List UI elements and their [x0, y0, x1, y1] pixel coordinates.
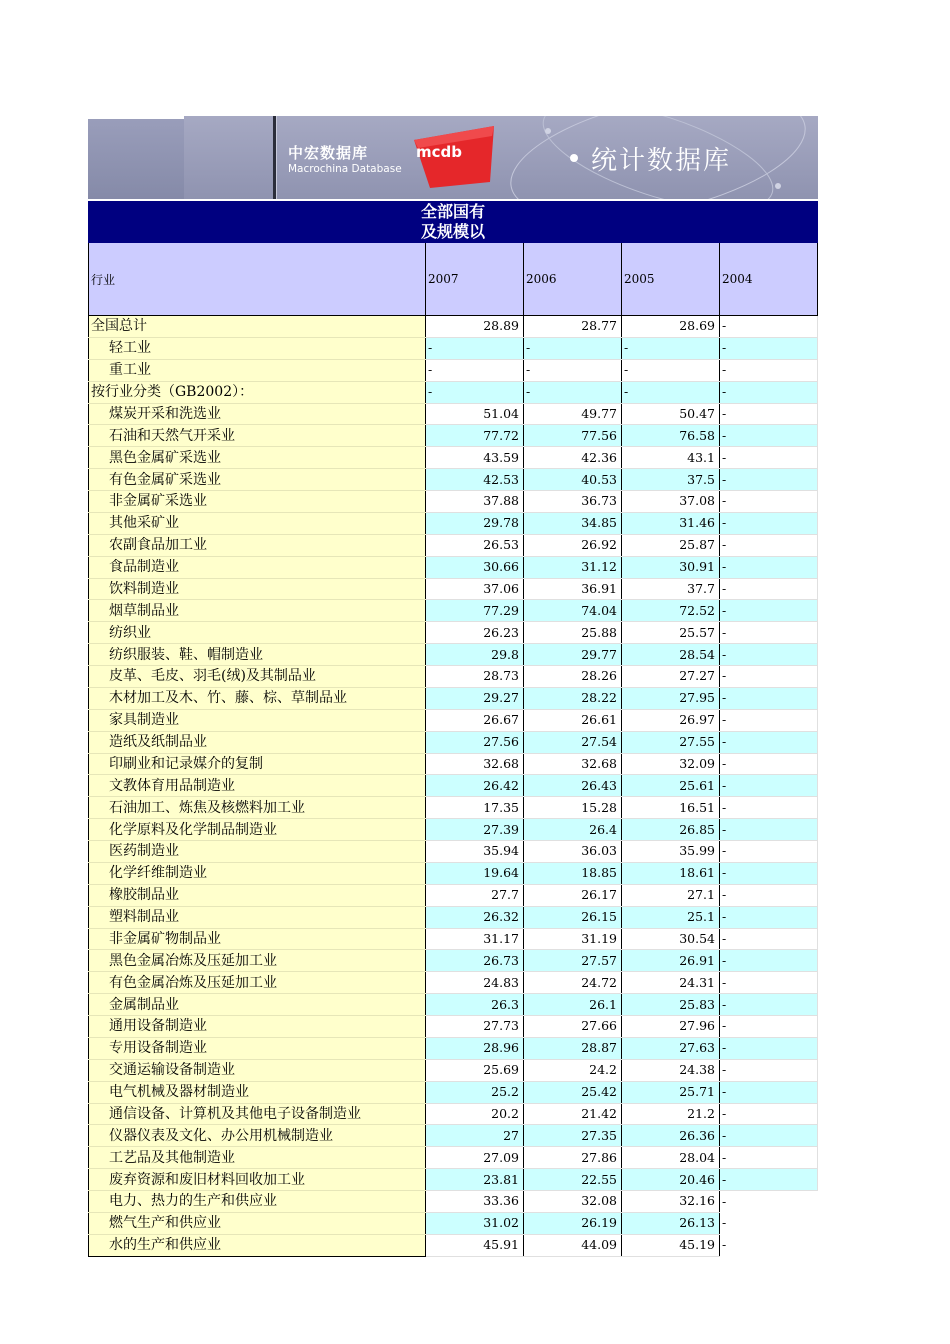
industry-name: 非金属矿物制品业: [89, 928, 426, 950]
table-row: [89, 884, 818, 906]
industry-name: 家具制造业: [89, 709, 426, 731]
industry-name: 煤炭开采和洗选业: [89, 403, 426, 425]
table-row: [89, 1234, 818, 1256]
value-2006: 49.77: [524, 403, 622, 425]
industry-name: 化学原料及化学制品制造业: [89, 819, 426, 841]
value-2005: 26.91: [622, 950, 720, 972]
banner-notch: [88, 116, 184, 119]
value-2004: -: [720, 994, 818, 1016]
value-2005: 25.83: [622, 994, 720, 1016]
value-2004: -: [720, 622, 818, 644]
value-2006: 74.04: [524, 600, 622, 622]
value-2004: -: [720, 1234, 818, 1256]
table-row: [89, 731, 818, 753]
value-2007: 27.56: [426, 731, 524, 753]
table-row: [89, 775, 818, 797]
table-title: [88, 201, 818, 243]
value-2006: 27.57: [524, 950, 622, 972]
value-2005: 45.19: [622, 1234, 720, 1256]
table-title-line2: 及规模以: [420, 222, 485, 241]
value-2004: -: [720, 469, 818, 491]
value-2005: 26.13: [622, 1212, 720, 1234]
value-2004: -: [720, 884, 818, 906]
value-2005: 27.27: [622, 666, 720, 688]
value-2005: -: [622, 381, 720, 403]
industry-name: 通用设备制造业: [89, 1016, 426, 1038]
value-2004: -: [720, 928, 818, 950]
value-2004: -: [720, 1147, 818, 1169]
table-row: [89, 1191, 818, 1213]
value-2004: -: [720, 819, 818, 841]
value-2004: -: [720, 578, 818, 600]
table-row: [89, 512, 818, 534]
value-2005: 24.38: [622, 1059, 720, 1081]
industry-name: 食品制造业: [89, 556, 426, 578]
value-2007: 25.2: [426, 1081, 524, 1103]
value-2006: 15.28: [524, 797, 622, 819]
value-2004: -: [720, 709, 818, 731]
value-2005: 32.16: [622, 1191, 720, 1213]
logo-text: mcdb: [416, 143, 462, 161]
brand-name-en: Macrochina Database: [288, 163, 402, 175]
table-row: [89, 1212, 818, 1234]
value-2007: 26.23: [426, 622, 524, 644]
value-2005: 25.57: [622, 622, 720, 644]
bullet-dot-icon: [570, 154, 578, 162]
value-2007: 77.29: [426, 600, 524, 622]
table-row: [89, 403, 818, 425]
table-row: [89, 600, 818, 622]
industry-name: 废弃资源和废旧材料回收加工业: [89, 1169, 426, 1191]
value-2006: 26.61: [524, 709, 622, 731]
value-2007: 27.73: [426, 1016, 524, 1038]
value-2007: 27: [426, 1125, 524, 1147]
table-row: [89, 1059, 818, 1081]
value-2007: 77.72: [426, 425, 524, 447]
industry-name: 其他采矿业: [89, 512, 426, 534]
value-2005: 28.54: [622, 644, 720, 666]
value-2006: 27.35: [524, 1125, 622, 1147]
value-2006: 18.85: [524, 862, 622, 884]
value-2005: -: [622, 337, 720, 359]
value-2004: -: [720, 950, 818, 972]
table-row: [89, 709, 818, 731]
value-2006: 28.26: [524, 666, 622, 688]
value-2004: -: [720, 797, 818, 819]
value-2007: 28.73: [426, 666, 524, 688]
table-row: [89, 1081, 818, 1103]
value-2004: -: [720, 862, 818, 884]
value-2007: 27.09: [426, 1147, 524, 1169]
value-2006: 24.2: [524, 1059, 622, 1081]
value-2006: 44.09: [524, 1234, 622, 1256]
value-2006: 40.53: [524, 469, 622, 491]
value-2006: 26.15: [524, 906, 622, 928]
value-2007: 31.17: [426, 928, 524, 950]
value-2007: 27.7: [426, 884, 524, 906]
table-row: [89, 447, 818, 469]
industry-name: 饮料制造业: [89, 578, 426, 600]
data-table: [88, 243, 818, 1257]
header-2006: 2006: [524, 243, 622, 316]
value-2004: -: [720, 841, 818, 863]
value-2007: 26.3: [426, 994, 524, 1016]
value-2005: 18.61: [622, 862, 720, 884]
value-2007: 37.88: [426, 491, 524, 513]
value-2006: 26.43: [524, 775, 622, 797]
value-2006: 36.91: [524, 578, 622, 600]
value-2004: -: [720, 337, 818, 359]
value-2005: 25.87: [622, 534, 720, 556]
value-2005: 43.1: [622, 447, 720, 469]
value-2004: -: [720, 1103, 818, 1125]
value-2006: 26.19: [524, 1212, 622, 1234]
table-row: [89, 753, 818, 775]
value-2007: 29.78: [426, 512, 524, 534]
table-row: [89, 1037, 818, 1059]
industry-name: 燃气生产和供应业: [89, 1212, 426, 1234]
value-2006: 42.36: [524, 447, 622, 469]
value-2007: 23.81: [426, 1169, 524, 1191]
value-2007: 51.04: [426, 403, 524, 425]
industry-name: 工艺品及其他制造业: [89, 1147, 426, 1169]
value-2005: 37.08: [622, 491, 720, 513]
value-2006: 26.4: [524, 819, 622, 841]
value-2005: 25.61: [622, 775, 720, 797]
industry-name: 造纸及纸制品业: [89, 731, 426, 753]
value-2005: 31.46: [622, 512, 720, 534]
value-2007: 45.91: [426, 1234, 524, 1256]
value-2005: 26.36: [622, 1125, 720, 1147]
value-2004: -: [720, 556, 818, 578]
value-2006: 21.42: [524, 1103, 622, 1125]
industry-name: 电力、热力的生产和供应业: [89, 1191, 426, 1213]
table-row: [89, 425, 818, 447]
table-row: [89, 337, 818, 359]
industry-name: 仪器仪表及文化、办公用机械制造业: [89, 1125, 426, 1147]
industry-name: 黑色金属冶炼及压延加工业: [89, 950, 426, 972]
industry-name: 有色金属矿采选业: [89, 469, 426, 491]
value-2006: 31.19: [524, 928, 622, 950]
table-row: [89, 578, 818, 600]
value-2006: 25.88: [524, 622, 622, 644]
value-2005: 27.96: [622, 1016, 720, 1038]
value-2006: 28.77: [524, 316, 622, 338]
banner-left-block: [88, 116, 184, 199]
table-row: [89, 797, 818, 819]
header-2007: 2007: [426, 243, 524, 316]
value-2005: 35.99: [622, 841, 720, 863]
value-2004: -: [720, 1037, 818, 1059]
value-2005: 72.52: [622, 600, 720, 622]
value-2004: -: [720, 1169, 818, 1191]
industry-name: 纺织业: [89, 622, 426, 644]
value-2004: -: [720, 359, 818, 381]
value-2007: 28.96: [426, 1037, 524, 1059]
industry-name: 全国总计: [89, 316, 426, 338]
value-2007: 28.89: [426, 316, 524, 338]
value-2005: 28.04: [622, 1147, 720, 1169]
value-2004: -: [720, 316, 818, 338]
value-2004: -: [720, 1191, 818, 1213]
value-2004: -: [720, 1212, 818, 1234]
value-2004: -: [720, 381, 818, 403]
value-2005: 25.71: [622, 1081, 720, 1103]
value-2006: 26.1: [524, 994, 622, 1016]
value-2007: 29.27: [426, 687, 524, 709]
industry-name: 按行业分类（GB2002）：: [89, 381, 426, 403]
header-2004: 2004: [720, 243, 818, 316]
value-2004: -: [720, 512, 818, 534]
value-2004: -: [720, 972, 818, 994]
value-2006: 28.22: [524, 687, 622, 709]
table-row: [89, 381, 818, 403]
industry-name: 交通运输设备制造业: [89, 1059, 426, 1081]
value-2004: -: [720, 534, 818, 556]
database-title: 统计数据库: [591, 146, 732, 176]
banner-divider-highlight: [276, 116, 277, 199]
value-2006: 26.17: [524, 884, 622, 906]
value-2004: -: [720, 425, 818, 447]
value-2006: 32.68: [524, 753, 622, 775]
value-2004: -: [720, 666, 818, 688]
value-2007: -: [426, 359, 524, 381]
value-2007: 27.39: [426, 819, 524, 841]
value-2004: -: [720, 1016, 818, 1038]
table-row: [89, 950, 818, 972]
table-title-line1: 全部国有: [420, 202, 485, 221]
table-row: [89, 994, 818, 1016]
value-2004: -: [720, 1059, 818, 1081]
value-2007: 26.32: [426, 906, 524, 928]
value-2007: 32.68: [426, 753, 524, 775]
value-2004: -: [720, 403, 818, 425]
value-2007: -: [426, 381, 524, 403]
value-2007: 25.69: [426, 1059, 524, 1081]
value-2007: 42.53: [426, 469, 524, 491]
value-2004: -: [720, 906, 818, 928]
value-2005: 25.1: [622, 906, 720, 928]
value-2005: 24.31: [622, 972, 720, 994]
value-2006: 29.77: [524, 644, 622, 666]
industry-name: 医药制造业: [89, 841, 426, 863]
value-2005: 27.55: [622, 731, 720, 753]
value-2004: -: [720, 491, 818, 513]
value-2007: 26.73: [426, 950, 524, 972]
value-2006: 24.72: [524, 972, 622, 994]
value-2005: 20.46: [622, 1169, 720, 1191]
value-2004: -: [720, 753, 818, 775]
value-2006: -: [524, 337, 622, 359]
table-row: [89, 556, 818, 578]
industry-name: 化学纤维制造业: [89, 862, 426, 884]
value-2006: 36.73: [524, 491, 622, 513]
table-row: [89, 359, 818, 381]
table-row: [89, 491, 818, 513]
industry-name: 金属制品业: [89, 994, 426, 1016]
industry-name: 专用设备制造业: [89, 1037, 426, 1059]
value-2005: 37.5: [622, 469, 720, 491]
value-2004: -: [720, 731, 818, 753]
value-2005: 26.85: [622, 819, 720, 841]
value-2007: 31.02: [426, 1212, 524, 1234]
value-2006: 26.92: [524, 534, 622, 556]
industry-name: 橡胶制品业: [89, 884, 426, 906]
industry-name: 非金属矿采选业: [89, 491, 426, 513]
table-row: [89, 928, 818, 950]
table-row: [89, 622, 818, 644]
industry-name: 通信设备、计算机及其他电子设备制造业: [89, 1103, 426, 1125]
table-row: [89, 316, 818, 338]
value-2005: 32.09: [622, 753, 720, 775]
value-2004: -: [720, 1125, 818, 1147]
industry-name: 烟草制品业: [89, 600, 426, 622]
industry-name: 水的生产和供应业: [89, 1234, 426, 1256]
value-2005: 27.1: [622, 884, 720, 906]
value-2007: 17.35: [426, 797, 524, 819]
value-2005: -: [622, 359, 720, 381]
table-row: [89, 534, 818, 556]
value-2007: 24.83: [426, 972, 524, 994]
industry-name: 农副食品加工业: [89, 534, 426, 556]
header-row: [89, 243, 818, 316]
value-2007: 37.06: [426, 578, 524, 600]
value-2004: -: [720, 644, 818, 666]
value-2006: 27.66: [524, 1016, 622, 1038]
value-2007: 26.67: [426, 709, 524, 731]
value-2007: 30.66: [426, 556, 524, 578]
table-row: [89, 1169, 818, 1191]
industry-name: 电气机械及器材制造业: [89, 1081, 426, 1103]
table-row: [89, 906, 818, 928]
value-2006: 31.12: [524, 556, 622, 578]
value-2005: 30.54: [622, 928, 720, 950]
table-row: [89, 666, 818, 688]
industry-name: 石油和天然气开采业: [89, 425, 426, 447]
value-2005: 27.63: [622, 1037, 720, 1059]
value-2007: 33.36: [426, 1191, 524, 1213]
value-2005: 37.7: [622, 578, 720, 600]
table-row: [89, 469, 818, 491]
value-2007: 26.42: [426, 775, 524, 797]
value-2006: 32.08: [524, 1191, 622, 1213]
industry-name: 纺织服装、鞋、帽制造业: [89, 644, 426, 666]
value-2006: 77.56: [524, 425, 622, 447]
value-2005: 76.58: [622, 425, 720, 447]
banner: [88, 116, 818, 199]
brand-name-cn: 中宏数据库: [288, 144, 369, 162]
value-2005: 26.97: [622, 709, 720, 731]
value-2006: 27.86: [524, 1147, 622, 1169]
value-2004: -: [720, 775, 818, 797]
value-2004: -: [720, 600, 818, 622]
industry-name: 文教体育用品制造业: [89, 775, 426, 797]
value-2006: -: [524, 359, 622, 381]
value-2006: 22.55: [524, 1169, 622, 1191]
value-2007: 20.2: [426, 1103, 524, 1125]
table-row: [89, 1016, 818, 1038]
value-2007: 19.64: [426, 862, 524, 884]
table-row: [89, 972, 818, 994]
value-2004: -: [720, 447, 818, 469]
header-industry: 行业: [89, 243, 426, 316]
table-row: [89, 819, 818, 841]
industry-name: 轻工业: [89, 337, 426, 359]
table-row: [89, 644, 818, 666]
industry-name: 黑色金属矿采选业: [89, 447, 426, 469]
value-2007: 43.59: [426, 447, 524, 469]
value-2007: 35.94: [426, 841, 524, 863]
value-2005: 28.69: [622, 316, 720, 338]
value-2004: -: [720, 687, 818, 709]
table-row: [89, 1103, 818, 1125]
industry-name: 有色金属冶炼及压延加工业: [89, 972, 426, 994]
industry-name: 皮革、毛皮、羽毛(绒)及其制品业: [89, 666, 426, 688]
value-2006: 25.42: [524, 1081, 622, 1103]
value-2005: 50.47: [622, 403, 720, 425]
value-2005: 16.51: [622, 797, 720, 819]
value-2007: 29.8: [426, 644, 524, 666]
table-row: [89, 1125, 818, 1147]
value-2006: 27.54: [524, 731, 622, 753]
table-row: [89, 687, 818, 709]
value-2006: 28.87: [524, 1037, 622, 1059]
industry-name: 塑料制品业: [89, 906, 426, 928]
value-2005: 27.95: [622, 687, 720, 709]
table-row: [89, 862, 818, 884]
value-2007: 26.53: [426, 534, 524, 556]
header-2005: 2005: [622, 243, 720, 316]
table-row: [89, 1147, 818, 1169]
table-row: [89, 841, 818, 863]
industry-name: 重工业: [89, 359, 426, 381]
value-2005: 21.2: [622, 1103, 720, 1125]
value-2006: -: [524, 381, 622, 403]
industry-name: 石油加工、炼焦及核燃料加工业: [89, 797, 426, 819]
value-2007: -: [426, 337, 524, 359]
industry-name: 印刷业和记录媒介的复制: [89, 753, 426, 775]
value-2006: 34.85: [524, 512, 622, 534]
value-2005: 30.91: [622, 556, 720, 578]
industry-name: 木材加工及木、竹、藤、棕、草制品业: [89, 687, 426, 709]
value-2006: 36.03: [524, 841, 622, 863]
value-2004: -: [720, 1081, 818, 1103]
